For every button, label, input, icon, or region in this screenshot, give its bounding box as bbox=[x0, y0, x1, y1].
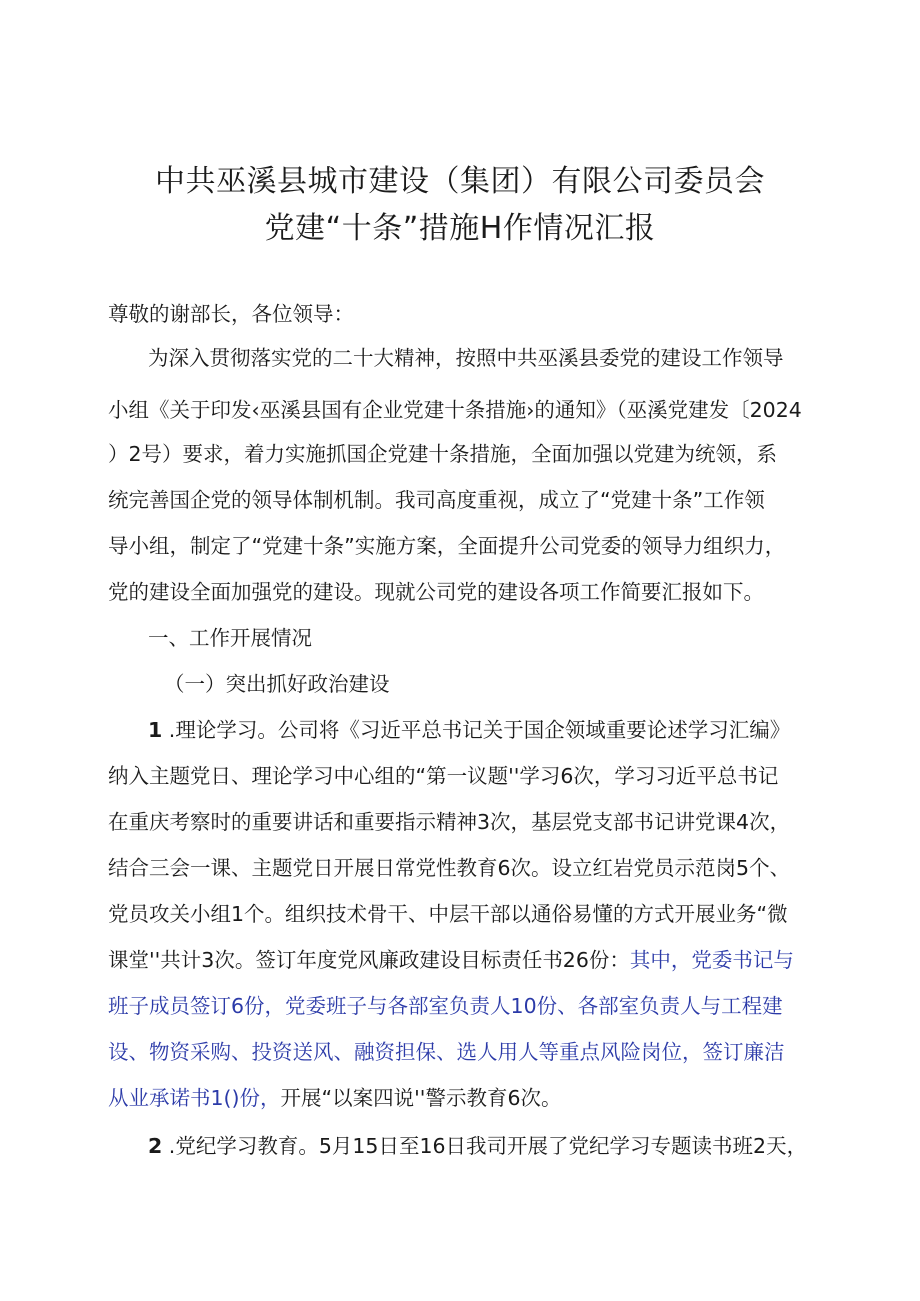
item-1-line-6 bbox=[108, 946, 794, 974]
item-1-line-9 bbox=[108, 1084, 561, 1112]
item-1-line-1 bbox=[148, 716, 790, 744]
item-1-line-5: 党员攻关小组1个。组织技术骨干、中层干部以通俗易懂的方式开展业务“微 bbox=[108, 902, 788, 926]
intro-line-5: 导小组，制定了“党建十条”实施方案，全面提升公司党委的领导力组织力， bbox=[108, 534, 786, 558]
salutation: 尊敬的谢部长，各位领导： bbox=[108, 302, 354, 326]
item-1-line-6-black: 课堂''共计3次。签订年度党风廉政建设目标责任书26份： bbox=[108, 948, 630, 972]
item-1-line-4: 结合三会一课、主题党日开展日常党性教育6次。设立红岩党员示范岗5个、 bbox=[108, 856, 791, 880]
intro-line-1: 为深入贯彻落实党的二十大精神，按照中共巫溪县委党的建设工作领导 bbox=[148, 346, 784, 370]
item-1-line-6-blue: 其中，党委书记与 bbox=[629, 948, 794, 972]
item-1-line-9-black: 开展“以案四说''警示教育6次。 bbox=[280, 1086, 562, 1110]
item-1-line-2: 纳入主题党日、理论学习中心组的“第一议题''学习6次，学习习近平总书记 bbox=[108, 764, 779, 788]
document-title-line-1: 中共巫溪县城市建设（集团）有限公司委员会 bbox=[155, 164, 765, 199]
item-1-line-9-blue: 从业承诺书1()份， bbox=[108, 1086, 281, 1110]
item-2-text: .党纪学习教育。5月15日至16日我司开展了党纪学习专题读书班2天， bbox=[168, 1134, 808, 1158]
intro-line-2: 小组《关于印发‹巫溪县国有企业党建十条措施›的通知》（巫溪党建发〔2024 bbox=[108, 398, 802, 422]
intro-line-4: 统完善国企党的领导体制机制。我司高度重视，成立了“党建十条”工作领 bbox=[108, 488, 765, 512]
subsection-heading: （一）突出抓好政治建设 bbox=[164, 672, 390, 696]
item-1-line-8: 设、物资采购、投资送风、融资担保、选人用人等重点风险岗位，签订廉洁 bbox=[108, 1040, 785, 1064]
item-1-number: 1 bbox=[148, 718, 163, 742]
item-2-line-1 bbox=[148, 1132, 807, 1160]
intro-line-6: 党的建设全面加强党的建设。现就公司党的建设各项工作简要汇报如下。 bbox=[108, 580, 764, 604]
section-heading: 一、工作开展情况 bbox=[148, 626, 312, 650]
item-1-line-7: 班子成员签订6份，党委班子与各部室负责人10份、各部室负责人与工程建 bbox=[108, 994, 783, 1018]
item-1-text: .理论学习。公司将《习近平总书记关于国企领域重要论述学习汇编》 bbox=[168, 718, 791, 742]
document-title-line-2: 党建“十条”措施H作情况汇报 bbox=[264, 211, 656, 246]
item-1-line-3: 在重庆考察时的重要讲话和重要指示精神3次，基层党支部书记讲党课4次， bbox=[108, 810, 791, 834]
intro-line-3: ）2号）要求，着力实施抓国企党建十条措施，全面加强以党建为统领，系 bbox=[108, 442, 778, 466]
item-2-number: 2 bbox=[148, 1134, 163, 1158]
